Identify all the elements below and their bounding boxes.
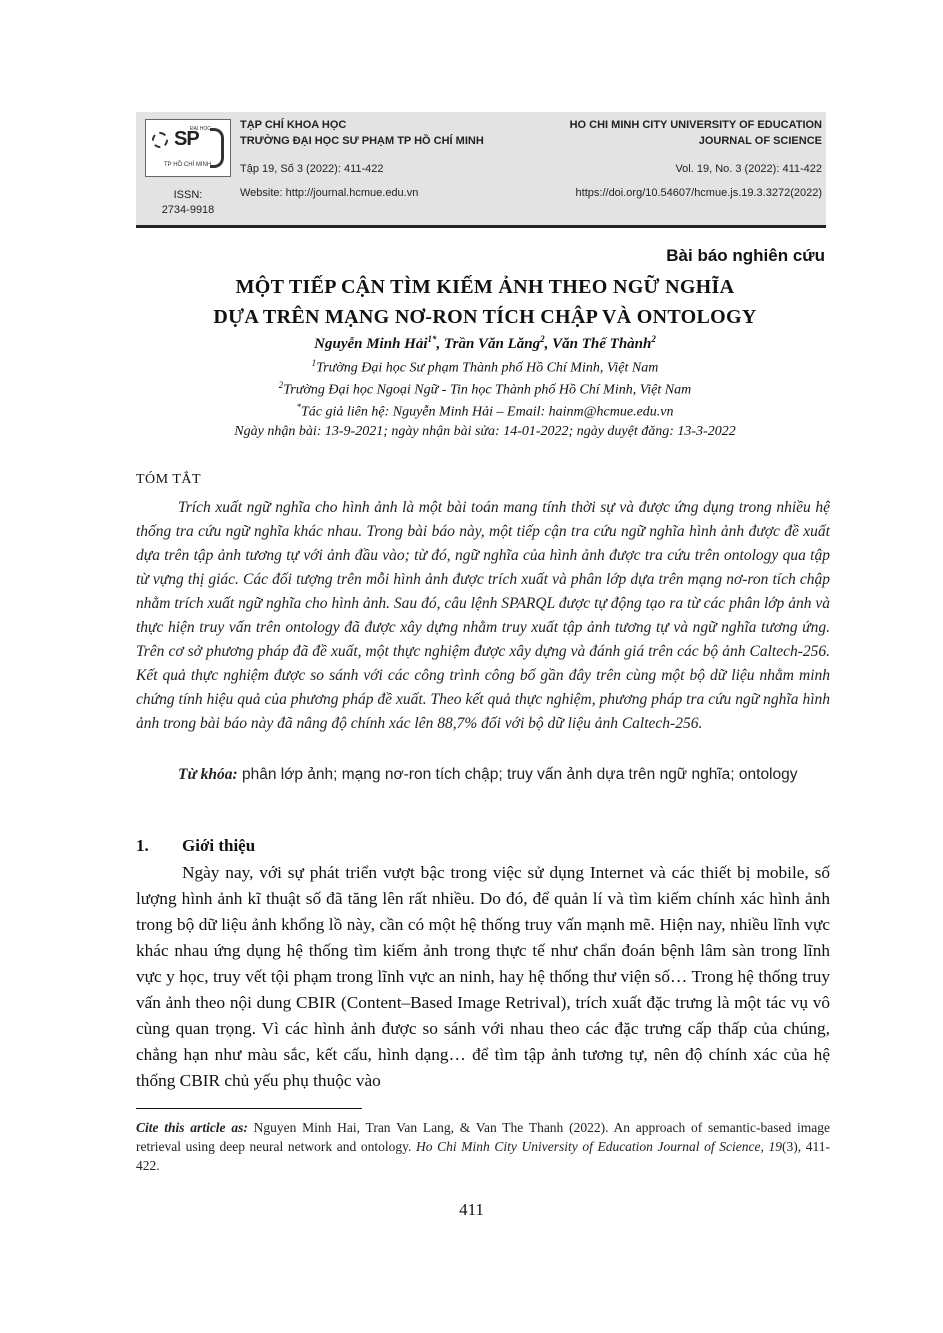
header-divider xyxy=(136,225,826,228)
author-name: Văn Thế Thành xyxy=(552,336,652,352)
citation-footnote xyxy=(136,1118,830,1175)
affiliation-sup: 2 xyxy=(278,380,284,390)
volume-en: Vol. 19, No. 3 (2022): 411-422 xyxy=(675,163,822,175)
affiliation-sup: 1 xyxy=(311,358,317,368)
author-sup: 1* xyxy=(427,334,437,344)
corresponding-author xyxy=(100,402,870,421)
journal-en-line2: JOURNAL OF SCIENCE xyxy=(698,135,822,147)
cite-text-1: Nguyen Minh Hai, Tran Van Lang, & Van The Thanh (2022). An approach of semantic-based image retrieval using deep neural network and ontology. xyxy=(136,1120,830,1154)
author-sup: 2 xyxy=(540,334,545,344)
issn-block xyxy=(148,188,228,218)
journal-logo xyxy=(145,119,231,177)
abstract-heading: TÓM TẮT xyxy=(136,472,202,487)
affiliation-text: Trường Đại học Ngoại Ngữ - Tin học Thành phố Hồ Chí Minh, Việt Nam xyxy=(283,382,692,398)
corresponding-sup: * xyxy=(296,402,301,412)
author-name: Trần Văn Lăng xyxy=(444,336,541,352)
issn-value: 2734-9918 xyxy=(161,204,215,216)
logo-mark xyxy=(210,128,224,168)
section-title: Giới thiệu xyxy=(182,836,256,855)
volume-vi: Tập 19, Số 3 (2022): 411-422 xyxy=(240,163,384,175)
logo-small-bottom: TP HỒ CHÍ MINH xyxy=(164,162,212,168)
cite-journal: Ho Chi Minh City University of Education Journal of Science, 19 xyxy=(416,1139,782,1154)
logo-small-top: ĐẠI HỌC xyxy=(190,126,211,132)
cite-label: Cite this article as: xyxy=(136,1120,248,1135)
issn-label: ISSN: xyxy=(173,189,203,201)
section-heading xyxy=(136,836,255,856)
author-sep: , xyxy=(436,336,444,352)
gear-icon xyxy=(152,132,168,148)
corresponding-text: Tác giả liên hệ: Nguyễn Minh Hải – Email: hainm@hcmue.edu.vn xyxy=(300,404,674,420)
author-list xyxy=(100,334,870,353)
affiliation-text: Trường Đại học Sư phạm Thành phố Hồ Chí Minh, Việt Nam xyxy=(316,360,659,376)
journal-header xyxy=(136,112,826,225)
journal-vi-line2: TRƯỜNG ĐẠI HỌC SƯ PHẠM TP HỒ CHÍ MINH xyxy=(240,135,484,147)
doi-link[interactable]: https://doi.org/10.54607/hcmue.js.19.3.3272(2022) xyxy=(575,187,822,199)
section-body: Ngày nay, với sự phát triển vượt bậc trong việc sử dụng Internet và các thiết bị mobile, số lượng hình ảnh kĩ thuật số đã tăng lên rất nhiều. Do đó, để quản lí và tìm kiếm chính xác hình ảnh trong bộ dữ liệu ảnh khổng lồ này, cần có một hệ thống truy vấn mạnh mẽ. Hiện nay, nhiều lĩnh vực khác nhau ứng dụng hệ thống tìm kiếm ảnh trong thực tế như chẩn đoán bệnh lâm sàn trong lĩnh vực y học, truy vết tội phạm trong lĩnh vực an ninh, hay hệ thống thư viện số… Trong hệ thống truy vấn ảnh theo nội dung CBIR (Content–Based Image Retrival), trích xuất đặc trưng là một tác vụ vô cùng quan trọng. Vì các hình ảnh được so sánh với nhau theo các đặc trưng cấp thấp của chúng, chẳng hạn như màu sắc, kết cấu, hình dạng… để tìm tập ảnh tương tự, nên độ chính xác của hệ thống CBIR chủ yếu phụ thuộc vào xyxy=(136,863,830,1090)
article-title-line2: DỰA TRÊN MẠNG NƠ-RON TÍCH CHẬP VÀ ONTOLOGY xyxy=(213,306,757,328)
website-link[interactable]: Website: http://journal.hcmue.edu.vn xyxy=(240,187,419,199)
logo-text: SP xyxy=(174,128,199,150)
article-dates: Ngày nhận bài: 13-9-2021; ngày nhận bài sửa: 14-01-2022; ngày duyệt đăng: 13-3-2022 xyxy=(234,424,736,439)
journal-en-line1: HO CHI MINH CITY UNIVERSITY OF EDUCATION xyxy=(569,119,822,131)
cite-text-2: (3), 411-422. xyxy=(136,1139,830,1173)
journal-vi-line1: TẠP CHÍ KHOA HỌC xyxy=(240,119,347,131)
abstract-text: Trích xuất ngữ nghĩa cho hình ảnh là một bài toán mang tính thời sự và được ứng dụng trong nhiều hệ thống tra cứu ngữ nghĩa khác nhau. Trong bài báo này, một tiếp cận tra cứu ngữ nghĩa hình ảnh được đề xuất dựa trên tập ảnh tương tự với ảnh đầu vào; từ đó, ngữ nghĩa của hình ảnh được tra cứu trên ontology qua tập từ vựng thị giác. Các đối tượng trên mỗi hình ảnh được trích xuất và phân lớp dựa trên mạng nơ-ron tích chập nhằm trích xuất ngữ nghĩa cho hình ảnh. Sau đó, câu lệnh SPARQL được tự động tạo ra từ các phân lớp ảnh và thực hiện truy vấn trên ontology đã được xây dựng nhằm truy xuất tập ảnh tương tự và ngữ nghĩa tương ứng. Trên cơ sở phương pháp đã đề xuất, một thực nghiệm được xây dựng và đánh giá trên các bộ ảnh Caltech-256. Kết quả thực nghiệm được so sánh với các công trình công bố gần đây trên cùng một bộ dữ liệu nhằm minh chứng tính hiệu quả của phương pháp đề xuất. Theo kết quả thực nghiệm, phương pháp tra cứu ngữ nghĩa hình ảnh trong bài báo này đã nâng độ chính xác lên 88,7% đối với bộ dữ liệu ảnh Caltech-256. xyxy=(136,499,830,732)
article-category: Bài báo nghiên cứu xyxy=(666,246,825,265)
author-sep: , xyxy=(544,336,553,352)
keywords-text: phân lớp ảnh; mạng nơ-ron tích chập; truy vấn ảnh dựa trên ngữ nghĩa; ontology xyxy=(237,766,798,783)
article-title-line1: MỘT TIẾP CẬN TÌM KIẾM ẢNH THEO NGỮ NGHĨA xyxy=(235,276,735,298)
page-number: 411 xyxy=(459,1200,484,1219)
author-sup: 2 xyxy=(651,334,656,344)
keywords-label: Từ khóa: xyxy=(178,766,238,783)
footnote-divider xyxy=(136,1108,362,1109)
author-name: Nguyễn Minh Hải xyxy=(314,336,428,352)
keywords xyxy=(136,762,830,788)
affiliation-2 xyxy=(100,380,870,399)
section-number: 1. xyxy=(136,836,149,855)
affiliation-1 xyxy=(100,358,870,377)
